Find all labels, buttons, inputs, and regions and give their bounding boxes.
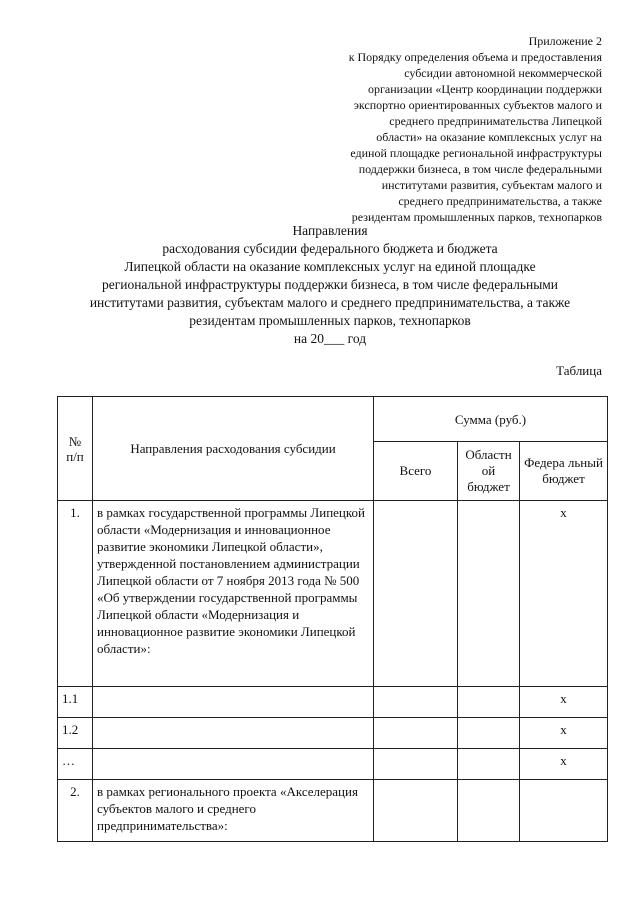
title-line: расходования субсидии федерального бюджета и бюджета — [162, 241, 498, 256]
row-total — [374, 718, 458, 749]
row-regional — [458, 780, 520, 842]
row-total — [374, 749, 458, 780]
table-label: Таблица — [556, 363, 602, 378]
table-row — [58, 501, 608, 687]
row-federal: х — [520, 687, 608, 718]
row-num: 2. — [58, 780, 93, 842]
row-text — [93, 749, 374, 780]
title-line: институтами развития, субъектам малого и среднего предпринимательства, а также — [89, 295, 571, 310]
document-title — [40, 222, 620, 348]
table-row — [58, 749, 608, 780]
table-row — [58, 687, 608, 718]
row-num: 1. — [58, 501, 93, 687]
appendix-line: организации «Центр координации поддержки — [368, 82, 602, 96]
header-sum: Сумма (руб.) — [374, 397, 608, 442]
row-total — [374, 687, 458, 718]
title-line: на 20___ год — [293, 331, 367, 346]
row-federal — [520, 780, 608, 842]
row-regional — [458, 501, 520, 687]
row-regional — [458, 718, 520, 749]
row-text — [93, 687, 374, 718]
header-total: Всего — [374, 442, 458, 501]
row-text: в рамках регионального проекта «Акселерация субъектов малого и среднего предпринимательства»: — [93, 780, 374, 842]
title-line: региональной инфраструктуры поддержки бизнеса, в том числе федеральными — [101, 277, 559, 292]
row-regional — [458, 687, 520, 718]
appendix-line: единой площадке региональной инфраструктуры — [350, 146, 602, 160]
table-row — [58, 718, 608, 749]
appendix-line: области» на оказание комплексных услуг на — [376, 130, 602, 144]
appendix-line: резидентам промышленных парков, технопарков — [351, 210, 602, 224]
appendix-line: Приложение 2 — [528, 34, 602, 48]
row-federal: х — [520, 718, 608, 749]
appendix-line: субсидии автономной некоммерческой — [404, 66, 602, 80]
table-header-row — [58, 397, 608, 442]
appendix-header — [292, 33, 602, 225]
appendix-line: к Порядку определения объема и предоставления — [348, 50, 602, 64]
table-row — [58, 780, 608, 842]
row-text: в рамках государственной программы Липецкой области «Модернизация и инновационное развитие экономики Липецкой области», утвержденной постановлением администрации Липецкой области от 7 ноября 2013 года № 500 «Об утверждении государственной программы Липецкой области «Модернизация и инновационное развитие экономики Липецкой области»: — [93, 501, 374, 687]
row-total — [374, 501, 458, 687]
row-federal: х — [520, 749, 608, 780]
row-text — [93, 718, 374, 749]
header-regional: Областн ой бюджет — [458, 442, 520, 501]
row-regional — [458, 749, 520, 780]
row-total — [374, 780, 458, 842]
row-num: 1.1 — [58, 687, 93, 718]
header-direction: Направления расходования субсидии — [93, 397, 374, 501]
header-num: № п/п — [58, 397, 93, 501]
appendix-line: среднего предпринимательства, а также — [398, 194, 602, 208]
title-line: резидентам промышленных парков, технопарков — [189, 313, 471, 328]
expenditure-table — [57, 396, 608, 842]
title-line: Направления — [292, 223, 368, 238]
row-num: 1.2 — [58, 718, 93, 749]
appendix-line: поддержки бизнеса, в том числе федеральными — [358, 162, 602, 176]
appendix-line: экспортно ориентированных субъектов малого и — [353, 98, 602, 112]
row-federal: х — [520, 501, 608, 687]
title-line: Липецкой области на оказание комплексных услуг на единой площадке — [124, 259, 536, 274]
row-num: … — [58, 749, 93, 780]
appendix-line: институтами развития, субъектам малого и — [381, 178, 602, 192]
appendix-line: среднего предпринимательства Липецкой — [389, 114, 602, 128]
header-federal: Федера льный бюджет — [520, 442, 608, 501]
